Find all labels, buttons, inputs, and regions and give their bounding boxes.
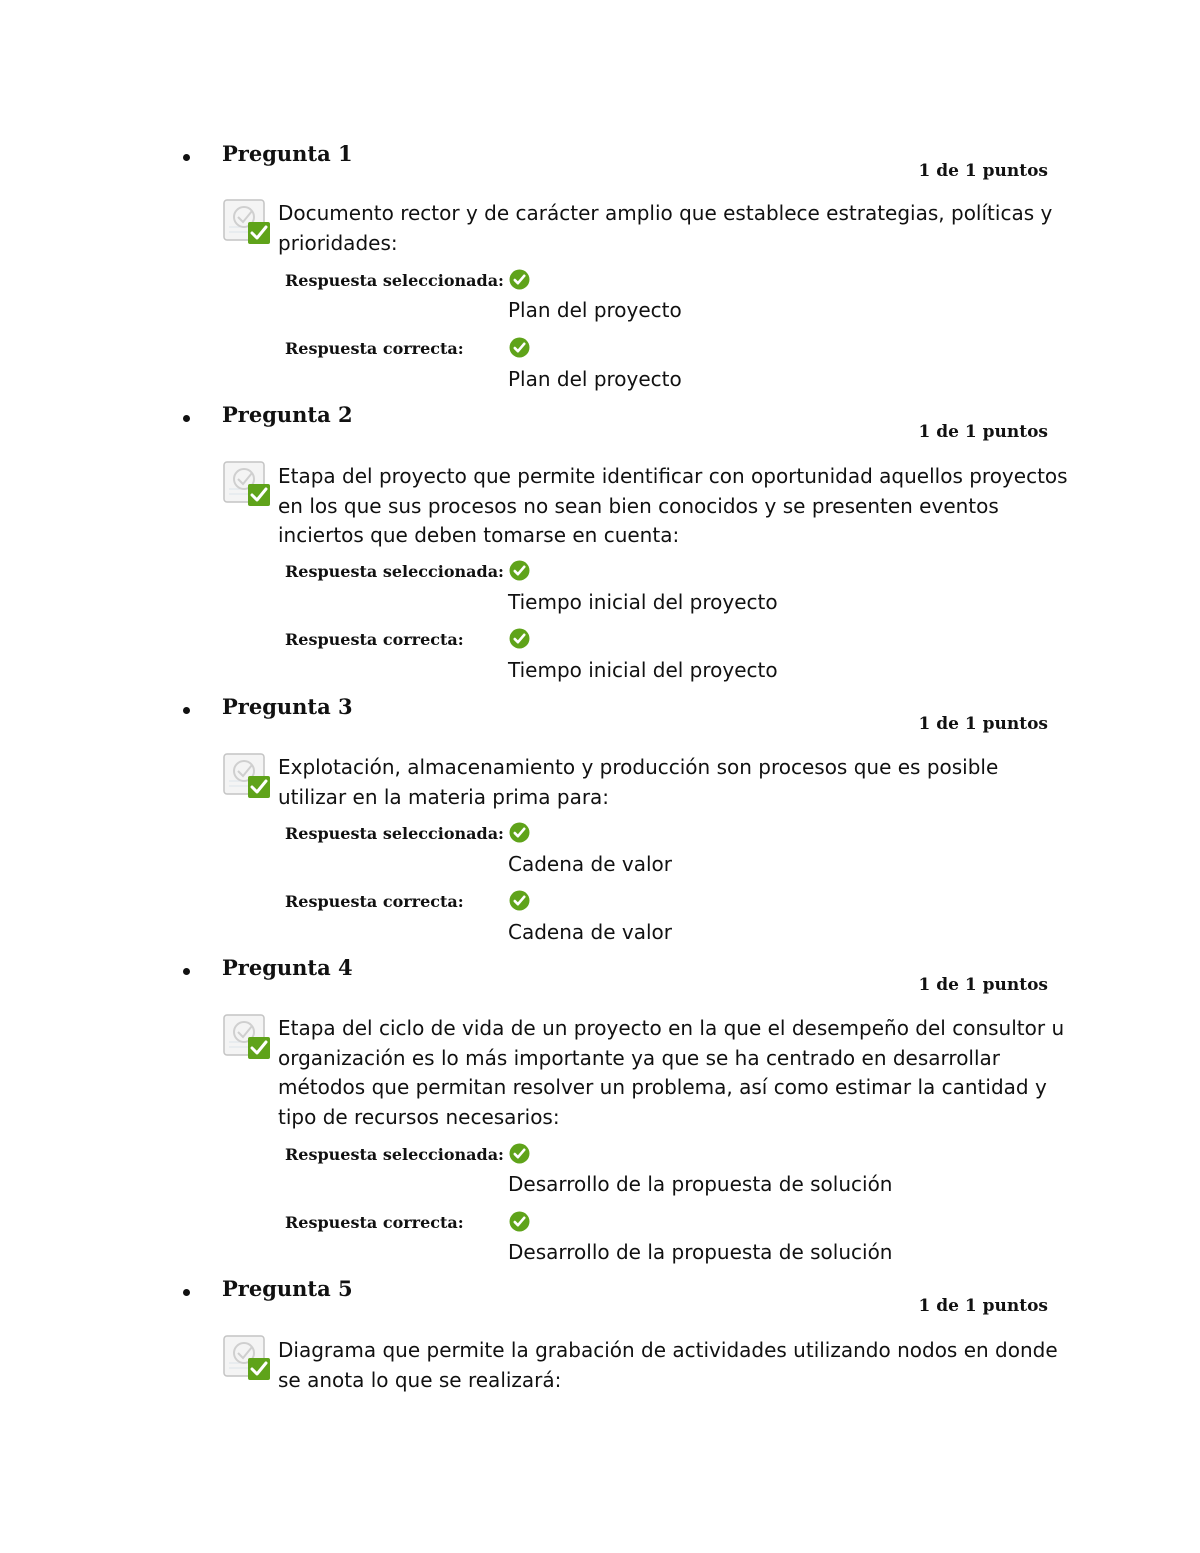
correct-answer-label: Respuesta correcta:	[285, 892, 464, 911]
graded-correct-icon	[222, 197, 272, 247]
bullet	[183, 1289, 190, 1296]
graded-correct-icon	[222, 751, 272, 801]
selected-answer-value: Desarrollo de la propuesta de solución	[508, 1172, 893, 1196]
selected-answer-label: Respuesta seleccionada:	[285, 1145, 504, 1164]
correct-answer-label: Respuesta correcta:	[285, 1213, 464, 1232]
question-text: Documento rector y de carácter amplio que establece estrategias, políticas y prioridades:	[278, 201, 1053, 255]
question-title: Pregunta 5	[222, 1276, 353, 1301]
selected-answer-value: Cadena de valor	[508, 852, 672, 876]
selected-answer-label: Respuesta seleccionada:	[285, 562, 504, 581]
question-points: 1 de 1 puntos	[918, 422, 1048, 442]
question-title: Pregunta 2	[222, 402, 353, 427]
question-text: Etapa del proyecto que permite identificar con oportunidad aquellos proyectos en los que sus procesos no sean bien conocidos y se presenten eventos inciertos que deben tomarse en cuenta:	[278, 464, 1068, 547]
check-circle-icon	[509, 269, 530, 290]
selected-answer-value: Tiempo inicial del proyecto	[508, 590, 778, 614]
selected-answer-value: Plan del proyecto	[508, 298, 682, 322]
check-circle-icon	[509, 628, 530, 649]
correct-answer-value: Desarrollo de la propuesta de solución	[508, 1240, 893, 1264]
check-circle-icon	[509, 822, 530, 843]
question-points: 1 de 1 puntos	[918, 975, 1048, 995]
question-points: 1 de 1 puntos	[918, 714, 1048, 734]
question-points: 1 de 1 puntos	[918, 1296, 1048, 1316]
bullet	[183, 968, 190, 975]
check-circle-icon	[509, 560, 530, 581]
check-circle-icon	[509, 337, 530, 358]
question-text: Diagrama que permite la grabación de actividades utilizando nodos en donde se anota lo que se realizará:	[278, 1338, 1058, 1392]
correct-answer-value: Cadena de valor	[508, 920, 672, 944]
check-circle-icon	[509, 890, 530, 911]
question-title: Pregunta 1	[222, 141, 353, 166]
graded-correct-icon	[222, 1333, 272, 1383]
graded-correct-icon	[222, 459, 272, 509]
question-text: Etapa del ciclo de vida de un proyecto en la que el desempeño del consultor u organización es lo más importante ya que se ha centrado en desarrollar métodos que permitan resolver un problema, así como estimar la cantidad y tipo de recursos necesarios:	[278, 1016, 1065, 1129]
graded-correct-icon	[222, 1012, 272, 1062]
check-circle-icon	[509, 1211, 530, 1232]
question-title: Pregunta 3	[222, 694, 353, 719]
bullet	[183, 707, 190, 714]
question-text: Explotación, almacenamiento y producción son procesos que es posible utilizar en la materia prima para:	[278, 755, 999, 809]
check-circle-icon	[509, 1143, 530, 1164]
question-points: 1 de 1 puntos	[918, 161, 1048, 181]
correct-answer-label: Respuesta correcta:	[285, 339, 464, 358]
bullet	[183, 415, 190, 422]
selected-answer-label: Respuesta seleccionada:	[285, 271, 504, 290]
bullet	[183, 154, 190, 161]
selected-answer-label: Respuesta seleccionada:	[285, 824, 504, 843]
question-title: Pregunta 4	[222, 955, 353, 980]
correct-answer-value: Plan del proyecto	[508, 367, 682, 391]
correct-answer-label: Respuesta correcta:	[285, 630, 464, 649]
correct-answer-value: Tiempo inicial del proyecto	[508, 658, 778, 682]
